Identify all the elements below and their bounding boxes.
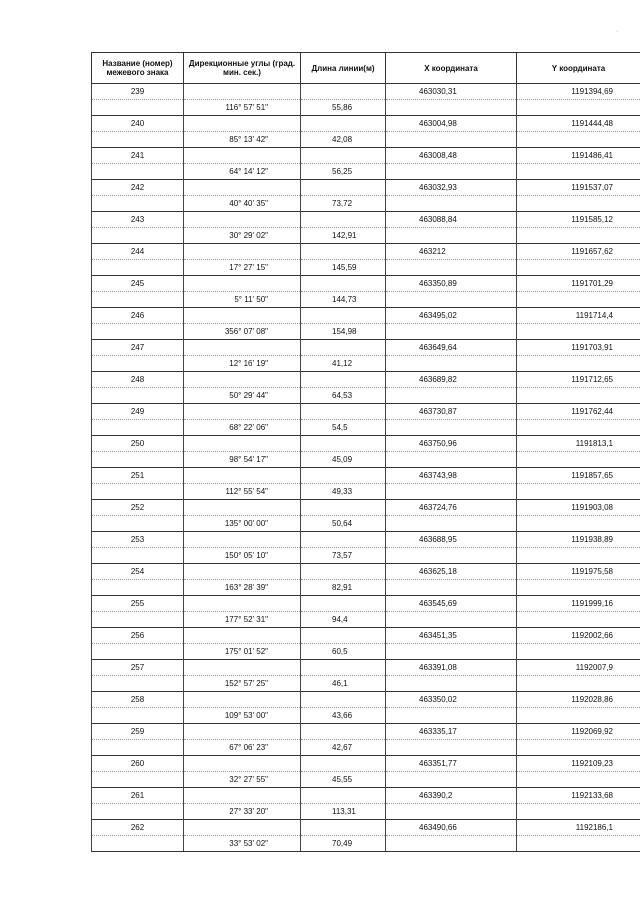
y-coordinate: 1192002,66 <box>517 628 640 644</box>
x-coordinate: 463490,66 <box>386 820 517 836</box>
line-length: 60,5 <box>301 644 386 660</box>
empty-cell <box>92 324 184 340</box>
y-coordinate: 1191813,1 <box>517 436 640 452</box>
line-length: 54,5 <box>301 420 386 436</box>
empty-cell <box>301 180 386 196</box>
y-coordinate: 1192133,68 <box>517 788 640 804</box>
empty-cell <box>301 276 386 292</box>
table-row-point <box>92 404 640 420</box>
table-row-segment <box>92 292 640 308</box>
empty-cell <box>517 164 640 180</box>
header-direction-angle: Дирекционные углы (град. мин. сек.) <box>184 53 301 84</box>
line-length: 43,66 <box>301 708 386 724</box>
x-coordinate: 463350,89 <box>386 276 517 292</box>
y-coordinate: 1191703,91 <box>517 340 640 356</box>
table-row-segment <box>92 580 640 596</box>
direction-angle: 152° 57' 25" <box>184 676 301 692</box>
mark-name: 256 <box>92 628 184 644</box>
direction-angle: 27° 33' 20" <box>184 804 301 820</box>
mark-name: 259 <box>92 724 184 740</box>
empty-cell <box>517 740 640 756</box>
empty-cell <box>184 628 301 644</box>
empty-cell <box>92 804 184 820</box>
empty-cell <box>92 548 184 564</box>
table-row-point <box>92 308 640 324</box>
empty-cell <box>184 84 301 100</box>
line-length: 42,08 <box>301 132 386 148</box>
y-coordinate: 1192186,1 <box>517 820 640 836</box>
direction-angle: 40° 40' 35" <box>184 196 301 212</box>
x-coordinate: 463088,84 <box>386 212 517 228</box>
empty-cell <box>517 420 640 436</box>
empty-cell <box>301 660 386 676</box>
empty-cell <box>301 212 386 228</box>
empty-cell <box>517 708 640 724</box>
table-row-point <box>92 756 640 772</box>
mark-name: 240 <box>92 116 184 132</box>
empty-cell <box>92 708 184 724</box>
mark-name: 244 <box>92 244 184 260</box>
empty-cell <box>386 612 517 628</box>
empty-cell <box>301 820 386 836</box>
table-row-segment <box>92 484 640 500</box>
table-row-segment <box>92 772 640 788</box>
y-coordinate: 1191657,62 <box>517 244 640 260</box>
table-row-point <box>92 532 640 548</box>
x-coordinate: 463212 <box>386 244 517 260</box>
empty-cell <box>184 500 301 516</box>
mark-name: 255 <box>92 596 184 612</box>
direction-angle: 5° 11' 50" <box>184 292 301 308</box>
table-row-segment <box>92 324 640 340</box>
empty-cell <box>184 340 301 356</box>
empty-cell <box>301 148 386 164</box>
empty-cell <box>301 468 386 484</box>
mark-name: 252 <box>92 500 184 516</box>
empty-cell <box>517 292 640 308</box>
empty-cell <box>92 164 184 180</box>
empty-cell <box>386 132 517 148</box>
empty-cell <box>517 804 640 820</box>
table-row-segment <box>92 452 640 468</box>
empty-cell <box>92 260 184 276</box>
line-length: 45,55 <box>301 772 386 788</box>
line-length: 154,98 <box>301 324 386 340</box>
table-row-segment <box>92 100 640 116</box>
empty-cell <box>92 100 184 116</box>
x-coordinate: 463730,87 <box>386 404 517 420</box>
empty-cell <box>92 580 184 596</box>
table-row-point <box>92 116 640 132</box>
empty-cell <box>92 644 184 660</box>
direction-angle: 68° 22' 06" <box>184 420 301 436</box>
empty-cell <box>301 244 386 260</box>
table-row-point <box>92 660 640 676</box>
x-coordinate: 463008,48 <box>386 148 517 164</box>
x-coordinate: 463004,98 <box>386 116 517 132</box>
mark-name: 245 <box>92 276 184 292</box>
empty-cell <box>386 420 517 436</box>
empty-cell <box>301 436 386 452</box>
direction-angle: 98° 54' 17" <box>184 452 301 468</box>
empty-cell <box>386 100 517 116</box>
mark-name: 257 <box>92 660 184 676</box>
direction-angle: 116° 57' 51" <box>184 100 301 116</box>
empty-cell <box>184 756 301 772</box>
table-header-row <box>92 53 640 84</box>
empty-cell <box>517 196 640 212</box>
direction-angle: 356° 07' 08" <box>184 324 301 340</box>
x-coordinate: 463743,98 <box>386 468 517 484</box>
empty-cell <box>386 196 517 212</box>
y-coordinate: 1191975,58 <box>517 564 640 580</box>
empty-cell <box>92 740 184 756</box>
direction-angle: 175° 01' 52" <box>184 644 301 660</box>
empty-cell <box>184 660 301 676</box>
direction-angle: 33° 53' 02" <box>184 836 301 852</box>
empty-cell <box>301 84 386 100</box>
mark-name: 246 <box>92 308 184 324</box>
y-coordinate: 1192069,92 <box>517 724 640 740</box>
mark-name: 239 <box>92 84 184 100</box>
empty-cell <box>92 228 184 244</box>
empty-cell <box>184 468 301 484</box>
empty-cell <box>92 772 184 788</box>
header-x-coordinate: Х координата <box>386 53 517 84</box>
line-length: 55,86 <box>301 100 386 116</box>
table-row-point <box>92 820 640 836</box>
empty-cell <box>517 772 640 788</box>
x-coordinate: 463351,77 <box>386 756 517 772</box>
table-row-point <box>92 692 640 708</box>
empty-cell <box>184 276 301 292</box>
empty-cell <box>301 788 386 804</box>
empty-cell <box>92 836 184 852</box>
table-body <box>92 84 640 852</box>
empty-cell <box>386 228 517 244</box>
empty-cell <box>184 564 301 580</box>
x-coordinate: 463688,95 <box>386 532 517 548</box>
empty-cell <box>92 388 184 404</box>
table-row-segment <box>92 740 640 756</box>
empty-cell <box>301 756 386 772</box>
y-coordinate: 1191762,44 <box>517 404 640 420</box>
empty-cell <box>301 692 386 708</box>
empty-cell <box>517 644 640 660</box>
table-row-point <box>92 180 640 196</box>
direction-angle: 32° 27' 55" <box>184 772 301 788</box>
table-row-segment <box>92 420 640 436</box>
table-row-point <box>92 84 640 100</box>
header-line-length: Длина линии(м) <box>301 53 386 84</box>
table-row-segment <box>92 260 640 276</box>
empty-cell <box>92 356 184 372</box>
empty-cell <box>92 484 184 500</box>
line-length: 50,64 <box>301 516 386 532</box>
direction-angle: 12° 16' 19" <box>184 356 301 372</box>
empty-cell <box>517 484 640 500</box>
empty-cell <box>92 196 184 212</box>
mark-name: 249 <box>92 404 184 420</box>
line-length: 49,33 <box>301 484 386 500</box>
x-coordinate: 463451,35 <box>386 628 517 644</box>
empty-cell <box>517 836 640 852</box>
y-coordinate: 1191537,07 <box>517 180 640 196</box>
empty-cell <box>92 132 184 148</box>
empty-cell <box>301 372 386 388</box>
empty-cell <box>184 116 301 132</box>
empty-cell <box>517 612 640 628</box>
mark-name: 251 <box>92 468 184 484</box>
empty-cell <box>301 596 386 612</box>
table-row-segment <box>92 804 640 820</box>
mark-name: 241 <box>92 148 184 164</box>
empty-cell <box>184 212 301 228</box>
y-coordinate: 1191486,41 <box>517 148 640 164</box>
empty-cell <box>92 452 184 468</box>
line-length: 145,59 <box>301 260 386 276</box>
empty-cell <box>184 148 301 164</box>
empty-cell <box>386 388 517 404</box>
table-row-point <box>92 244 640 260</box>
empty-cell <box>386 516 517 532</box>
table-row-point <box>92 148 640 164</box>
y-coordinate: 1191701,29 <box>517 276 640 292</box>
empty-cell <box>184 724 301 740</box>
empty-cell <box>184 308 301 324</box>
y-coordinate: 1191999,16 <box>517 596 640 612</box>
x-coordinate: 463724,76 <box>386 500 517 516</box>
empty-cell <box>386 580 517 596</box>
empty-cell <box>92 612 184 628</box>
empty-cell <box>184 532 301 548</box>
table-row-segment <box>92 164 640 180</box>
empty-cell <box>386 164 517 180</box>
table-row-segment <box>92 228 640 244</box>
line-length: 113,31 <box>301 804 386 820</box>
y-coordinate: 1192028,86 <box>517 692 640 708</box>
empty-cell <box>184 404 301 420</box>
line-length: 70,49 <box>301 836 386 852</box>
table-row-segment <box>92 196 640 212</box>
table-row-point <box>92 724 640 740</box>
mark-name: 253 <box>92 532 184 548</box>
empty-cell <box>301 532 386 548</box>
empty-cell <box>386 708 517 724</box>
empty-cell <box>517 580 640 596</box>
table-row-segment <box>92 644 640 660</box>
empty-cell <box>386 836 517 852</box>
line-length: 45,09 <box>301 452 386 468</box>
empty-cell <box>517 324 640 340</box>
empty-cell <box>517 388 640 404</box>
empty-cell <box>517 132 640 148</box>
mark-name: 261 <box>92 788 184 804</box>
table-row-segment <box>92 132 640 148</box>
table-row-point <box>92 628 640 644</box>
empty-cell <box>517 228 640 244</box>
line-length: 64,53 <box>301 388 386 404</box>
line-length: 94,4 <box>301 612 386 628</box>
line-length: 142,91 <box>301 228 386 244</box>
direction-angle: 163° 28' 39" <box>184 580 301 596</box>
mark-name: 260 <box>92 756 184 772</box>
empty-cell <box>184 244 301 260</box>
y-coordinate: 1191714,4 <box>517 308 640 324</box>
empty-cell <box>386 484 517 500</box>
table-row-point <box>92 436 640 452</box>
empty-cell <box>184 180 301 196</box>
direction-angle: 177° 52' 31" <box>184 612 301 628</box>
table-row-point <box>92 212 640 228</box>
direction-angle: 112° 55' 54" <box>184 484 301 500</box>
direction-angle: 67° 06' 23" <box>184 740 301 756</box>
header-mark-name: Название (номер) межевого знака <box>92 53 184 84</box>
mark-name: 247 <box>92 340 184 356</box>
mark-name: 243 <box>92 212 184 228</box>
boundary-marks-table <box>91 52 640 852</box>
x-coordinate: 463390,2 <box>386 788 517 804</box>
empty-cell <box>92 420 184 436</box>
line-length: 73,72 <box>301 196 386 212</box>
table-row-segment <box>92 612 640 628</box>
mark-name: 254 <box>92 564 184 580</box>
mark-name: 258 <box>92 692 184 708</box>
mark-name: 250 <box>92 436 184 452</box>
x-coordinate: 463649,64 <box>386 340 517 356</box>
empty-cell <box>184 820 301 836</box>
direction-angle: 30° 29' 02" <box>184 228 301 244</box>
x-coordinate: 463689,82 <box>386 372 517 388</box>
empty-cell <box>517 260 640 276</box>
x-coordinate: 463545,69 <box>386 596 517 612</box>
empty-cell <box>386 452 517 468</box>
y-coordinate: 1191444,48 <box>517 116 640 132</box>
x-coordinate: 463032,93 <box>386 180 517 196</box>
empty-cell <box>301 500 386 516</box>
x-coordinate: 463750,96 <box>386 436 517 452</box>
line-length: 46,1 <box>301 676 386 692</box>
table-row-segment <box>92 516 640 532</box>
empty-cell <box>301 564 386 580</box>
empty-cell <box>184 788 301 804</box>
y-coordinate: 1191394,69 <box>517 84 640 100</box>
empty-cell <box>386 740 517 756</box>
mark-name: 262 <box>92 820 184 836</box>
table-row-point <box>92 468 640 484</box>
empty-cell <box>386 676 517 692</box>
line-length: 144,73 <box>301 292 386 308</box>
line-length: 42,67 <box>301 740 386 756</box>
x-coordinate: 463495,02 <box>386 308 517 324</box>
table-row-point <box>92 788 640 804</box>
empty-cell <box>301 116 386 132</box>
y-coordinate: 1191857,65 <box>517 468 640 484</box>
line-length: 41,12 <box>301 356 386 372</box>
x-coordinate: 463335,17 <box>386 724 517 740</box>
line-length: 82,91 <box>301 580 386 596</box>
direction-angle: 50° 29' 44" <box>184 388 301 404</box>
empty-cell <box>301 308 386 324</box>
empty-cell <box>517 676 640 692</box>
empty-cell <box>92 516 184 532</box>
empty-cell <box>386 804 517 820</box>
table-row-segment <box>92 356 640 372</box>
mark-name: 248 <box>92 372 184 388</box>
scan-speck: · <box>616 28 619 35</box>
table-row-point <box>92 340 640 356</box>
empty-cell <box>517 516 640 532</box>
empty-cell <box>184 596 301 612</box>
y-coordinate: 1191585,12 <box>517 212 640 228</box>
empty-cell <box>386 772 517 788</box>
table-row-segment <box>92 388 640 404</box>
y-coordinate: 1192007,9 <box>517 660 640 676</box>
empty-cell <box>517 548 640 564</box>
table-row-point <box>92 564 640 580</box>
empty-cell <box>184 372 301 388</box>
empty-cell <box>386 324 517 340</box>
table-row-point <box>92 276 640 292</box>
direction-angle: 64° 14' 12" <box>184 164 301 180</box>
direction-angle: 85° 13' 42" <box>184 132 301 148</box>
y-coordinate: 1191903,08 <box>517 500 640 516</box>
header-y-coordinate: Y координата <box>517 53 640 84</box>
empty-cell <box>184 692 301 708</box>
y-coordinate: 1192109,23 <box>517 756 640 772</box>
empty-cell <box>386 292 517 308</box>
direction-angle: 17° 27' 15" <box>184 260 301 276</box>
empty-cell <box>92 676 184 692</box>
x-coordinate: 463350,02 <box>386 692 517 708</box>
table-row-point <box>92 372 640 388</box>
table-row-segment <box>92 708 640 724</box>
x-coordinate: 463625,18 <box>386 564 517 580</box>
empty-cell <box>301 628 386 644</box>
empty-cell <box>517 356 640 372</box>
empty-cell <box>386 356 517 372</box>
direction-angle: 135° 00' 00" <box>184 516 301 532</box>
direction-angle: 109° 53' 00" <box>184 708 301 724</box>
empty-cell <box>386 548 517 564</box>
empty-cell <box>301 724 386 740</box>
empty-cell <box>386 260 517 276</box>
x-coordinate: 463030,31 <box>386 84 517 100</box>
table-row-segment <box>92 676 640 692</box>
empty-cell <box>92 292 184 308</box>
table-row-point <box>92 596 640 612</box>
direction-angle: 150° 05' 10" <box>184 548 301 564</box>
y-coordinate: 1191938,89 <box>517 532 640 548</box>
empty-cell <box>386 644 517 660</box>
line-length: 56,25 <box>301 164 386 180</box>
line-length: 73,57 <box>301 548 386 564</box>
table-row-segment <box>92 836 640 852</box>
empty-cell <box>517 100 640 116</box>
empty-cell <box>184 436 301 452</box>
x-coordinate: 463391,08 <box>386 660 517 676</box>
mark-name: 242 <box>92 180 184 196</box>
table-row-segment <box>92 548 640 564</box>
empty-cell <box>301 404 386 420</box>
empty-cell <box>517 452 640 468</box>
y-coordinate: 1191712,65 <box>517 372 640 388</box>
table-row-point <box>92 500 640 516</box>
empty-cell <box>301 340 386 356</box>
